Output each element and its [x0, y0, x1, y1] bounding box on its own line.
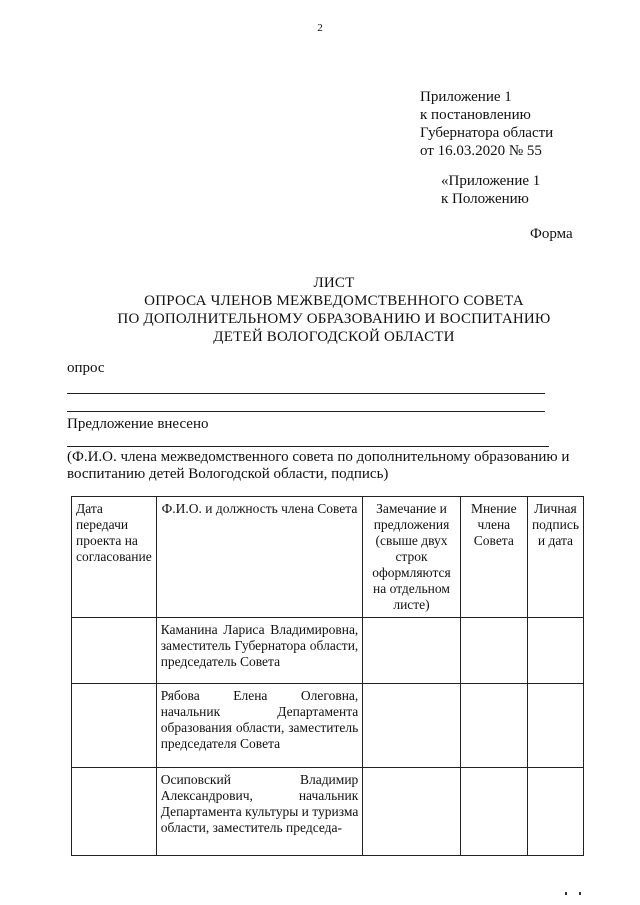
- header-signature: Личная подпись и дата: [527, 497, 583, 618]
- cell-opinion[interactable]: [460, 618, 527, 684]
- title-line: ПО ДОПОЛНИТЕЛЬНОМУ ОБРАЗОВАНИЮ И ВОСПИТАНИЮ: [117, 311, 551, 327]
- opros-label: опрос: [67, 360, 105, 376]
- signature-note: (Ф.И.О. члена межведомственного совета по дополнительному образованию и воспитанию детей Вологодской области, подпись): [67, 449, 570, 482]
- cell-signature[interactable]: [527, 684, 583, 768]
- title-line: ОПРОСА ЧЛЕНОВ МЕЖВЕДОМСТВЕННОГО СОВЕТА: [144, 293, 524, 309]
- header-remarks: Замечание и предложения (свыше двух строк оформляются на отдельном листе): [363, 497, 460, 618]
- appendix-inner-line: к Положению: [441, 191, 529, 207]
- proposal-line: [67, 446, 549, 447]
- cell-opinion[interactable]: [460, 768, 527, 856]
- scan-mark: [565, 892, 567, 895]
- header-member: Ф.И.О. и должность члена Совета: [156, 497, 363, 618]
- cell-remarks[interactable]: [363, 618, 460, 684]
- opros-line-1: [67, 393, 545, 394]
- page-number: 2: [317, 22, 323, 34]
- form-label: Форма: [530, 226, 573, 242]
- cell-signature[interactable]: [527, 618, 583, 684]
- table-header-row: [72, 497, 584, 618]
- appendix-block: [420, 88, 553, 160]
- header-opinion: Мнение члена Совета: [460, 497, 527, 618]
- document-title: [60, 274, 608, 346]
- cell-date[interactable]: [72, 618, 157, 684]
- cell-member-name: Рябова Елена Олеговна, начальник Департамента образования области, заместитель председателя Совета: [156, 684, 363, 768]
- appendix-line: Приложение 1: [420, 89, 512, 105]
- appendix-line: к постановлению: [420, 107, 531, 123]
- appendix-line: Губернатора области: [420, 125, 554, 141]
- scan-mark: [579, 892, 581, 895]
- header-date: Дата передачи проекта на согласование: [72, 497, 157, 618]
- cell-opinion[interactable]: [460, 684, 527, 768]
- cell-member-name: Каманина Лариса Владимировна, заместитель Губернатора области, председатель Совета: [156, 618, 363, 684]
- opros-table: [71, 496, 584, 856]
- cell-remarks[interactable]: [363, 768, 460, 856]
- title-line: ЛИСТ: [313, 275, 355, 291]
- proposal-label: Предложение внесено: [67, 416, 209, 432]
- appendix-inner-block: [441, 172, 540, 208]
- cell-signature[interactable]: [527, 768, 583, 856]
- title-line: ДЕТЕЙ ВОЛОГОДСКОЙ ОБЛАСТИ: [213, 329, 455, 345]
- appendix-line: от 16.03.2020 № 55: [420, 143, 542, 159]
- table-row: [72, 618, 584, 684]
- cell-date[interactable]: [72, 768, 157, 856]
- cell-date[interactable]: [72, 684, 157, 768]
- cell-member-name: Осиповский Владимир Александрович, начальник Департамента культуры и туризма области, заместитель председа-: [156, 768, 363, 856]
- cell-remarks[interactable]: [363, 684, 460, 768]
- table-row: [72, 684, 584, 768]
- table-row: [72, 768, 584, 856]
- appendix-inner-line: «Приложение 1: [441, 173, 541, 189]
- opros-line-2: [67, 411, 545, 412]
